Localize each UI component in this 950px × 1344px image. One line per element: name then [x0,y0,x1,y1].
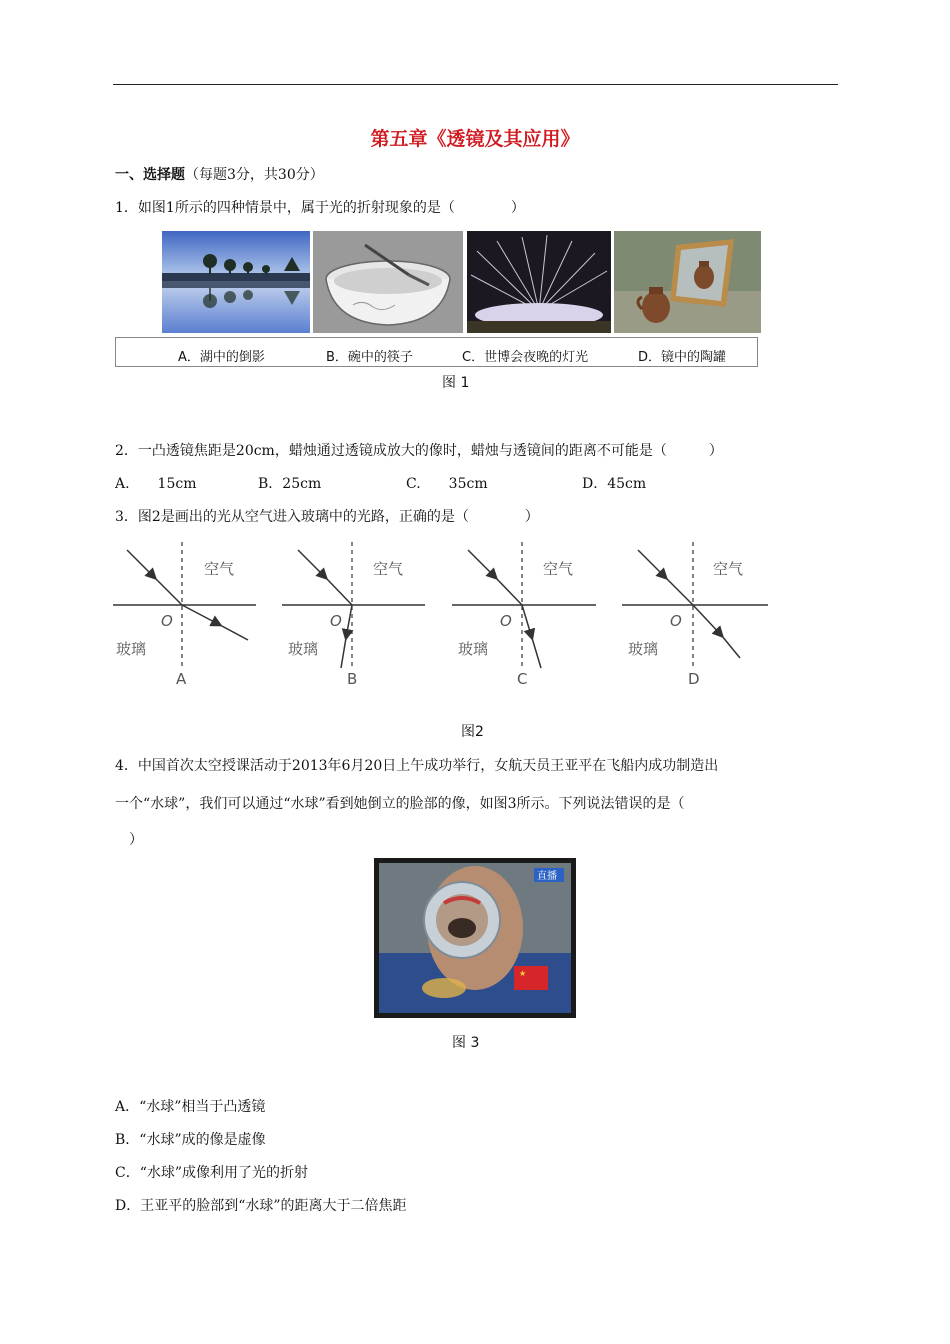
diagram-b-air-label: 空气 [373,560,404,578]
figure-3-caption: 图 3 [452,1035,480,1051]
section-heading [115,164,324,184]
section-title: 一、选择题 [115,167,185,183]
diagram-d-letter: D [688,670,700,688]
diagram-b-glass-label: 玻璃 [288,640,319,658]
expo-night-lights-image [467,231,611,333]
section-note: （每题3分，共30分） [185,167,324,183]
diagram-c-letter: C [517,670,528,688]
diagram-a-air-label: 空气 [204,560,235,578]
live-badge: 直播 [537,871,557,882]
question-2-option-b: B．25cm [258,476,322,492]
figure-1-option-b: B．碗中的筷子 [326,350,413,365]
figure-1-option-c: C．世博会夜晚的灯光 [462,350,589,365]
figure-2-refraction-diagrams [0,530,950,695]
question-4-text-line-2: 一个“水球”，我们可以通过“水球”看到她倒立的脸部的像，如图3所示。下列说法错误的是（ [115,796,685,812]
diagram-c-air-label: 空气 [543,560,574,578]
svg-text:★: ★ [519,969,527,978]
lake-reflection-image [162,231,310,333]
diagram-b-origin-label: O [330,612,342,630]
question-4-option-a: A．“水球”相当于凸透镜 [115,1099,266,1115]
jar-in-mirror-image [614,231,761,333]
question-4-text-line-1: 4．中国首次太空授课活动于2013年6月20日上午成功举行，女航天员王亚平在飞船内成功制造出 [115,758,719,774]
figure-1-option-d: D．镜中的陶罐 [638,350,727,365]
diagram-d-origin-label: O [670,612,682,630]
header-rule [113,84,838,85]
diagram-b [282,542,425,688]
question-2-option-d: D．45cm [582,476,647,492]
question-4-option-d: D．王亚平的脸部到“水球”的距离大于二倍焦距 [115,1198,407,1214]
question-4-text-line-3: ） [115,832,143,848]
diagram-b-letter: B [347,670,358,688]
question-4-option-b: B．“水球”成的像是虚像 [115,1132,266,1148]
question-2-text: 2．一凸透镜焦距是20cm，蜡烛通过透镜成放大的像时，蜡烛与透镜间的距离不可能是（ ） [115,443,723,459]
question-3-text: 3．图2是画出的光从空气进入玻璃中的光路，正确的是（ ） [115,509,539,525]
question-1-text: 1．如图1所示的四种情景中，属于光的折射现象的是（ ） [115,200,525,216]
figure-1-option-a: A．湖中的倒影 [178,350,265,365]
diagram-d [622,542,768,688]
figure-2-caption: 图2 [461,724,484,740]
diagram-c-origin-label: O [500,612,512,630]
question-4-option-c: C．“水球”成像利用了光的折射 [115,1165,309,1181]
water-ball-photo [374,858,576,1018]
diagram-a-letter: A [176,670,187,688]
question-2-option-c: C. 35cm [406,476,488,492]
page-title: 第五章《透镜及其应用》 [370,128,580,150]
diagram-c [452,542,596,688]
chopsticks-in-bowl-image [313,231,463,333]
diagram-d-air-label: 空气 [713,560,744,578]
diagram-a [113,542,256,688]
figure-1-caption: 图 1 [442,375,470,391]
diagram-c-glass-label: 玻璃 [458,640,489,658]
diagram-a-glass-label: 玻璃 [116,640,147,658]
diagram-a-origin-label: O [161,612,173,630]
diagram-d-glass-label: 玻璃 [628,640,659,658]
question-2-option-a: A. 15cm [115,476,197,492]
